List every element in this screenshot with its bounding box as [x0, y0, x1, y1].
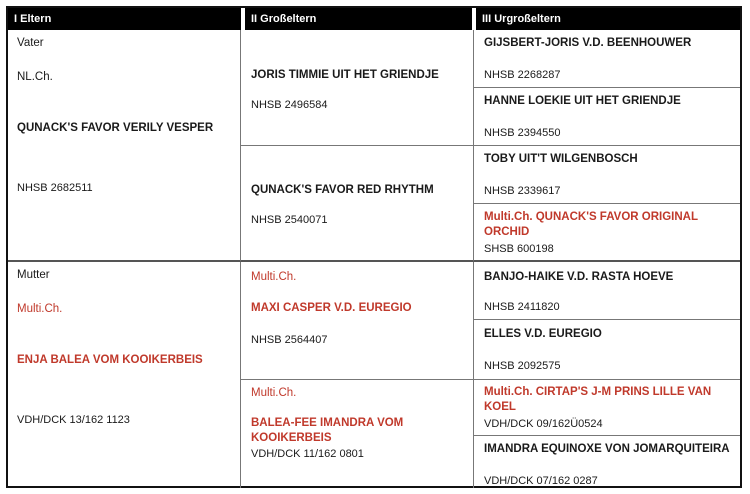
- grandparent-name: BALEA-FEE IMANDRA VOM KOOIKERBEIS: [251, 417, 404, 444]
- great-grandparent-reg: SHSB 600198: [484, 243, 554, 255]
- father-role: Vater: [17, 37, 44, 49]
- father-title: NL.Ch.: [17, 71, 53, 83]
- great-grandparent-name: BANJO-HAIKE V.D. RASTA HOEVE: [484, 271, 674, 283]
- great-grandparent-cell: [474, 88, 740, 146]
- mother-name: ENJA BALEA VOM KOOIKERBEIS: [17, 354, 203, 366]
- great-grandparent-reg: VDH/DCK 07/162 0287: [484, 475, 598, 487]
- grandparent-cell: [241, 30, 474, 146]
- grandparent-name: JORIS TIMMIE UIT HET GRIENDJE: [251, 69, 439, 81]
- mother-reg: VDH/DCK 13/162 1123: [17, 414, 130, 426]
- great-grandparent-cell: [474, 30, 740, 88]
- mother-role: Mutter: [17, 269, 50, 281]
- great-grandparent-name: Multi.Ch. CIRTAP'S J-M PRINS LILLE VAN KOEL: [484, 386, 712, 413]
- great-grandparent-cell: [474, 436, 740, 488]
- grandparent-reg: NHSB 2496584: [251, 99, 328, 111]
- great-grandparent-name: TOBY UIT'T WILGENBOSCH: [484, 153, 638, 165]
- great-grandparent-cell: [474, 204, 740, 262]
- grandparent-cell: [241, 380, 474, 488]
- great-grandparent-cell: [474, 380, 740, 436]
- grandparent-name: QUNACK'S FAVOR RED RHYTHM: [251, 184, 434, 196]
- father-reg: NHSB 2682511: [17, 182, 93, 194]
- father-cell: [8, 30, 241, 262]
- grandparent-name: MAXI CASPER V.D. EUREGIO: [251, 302, 412, 314]
- pedigree-table: [6, 6, 742, 488]
- great-grandparent-cell: [474, 262, 740, 320]
- mother-title: Multi.Ch.: [17, 303, 63, 315]
- great-grandparent-reg: NHSB 2268287: [484, 69, 561, 81]
- grandparent-cell: [241, 262, 474, 380]
- header-great-grandparents: III Urgroßeltern: [474, 8, 740, 30]
- great-grandparent-reg: NHSB 2394550: [484, 127, 561, 139]
- great-grandparent-reg: NHSB 2092575: [484, 360, 561, 372]
- header-grandparents: II Großeltern: [243, 8, 472, 30]
- great-grandparent-name: ELLES V.D. EUREGIO: [484, 328, 602, 340]
- great-grandparent-name: IMANDRA EQUINOXE VON JOMARQUITEIRA: [484, 443, 730, 455]
- great-grandparent-reg: VDH/DCK 09/162Ü0524: [484, 418, 603, 430]
- great-grandparent-name: HANNE LOEKIE UIT HET GRIENDJE: [484, 95, 681, 107]
- header-parents: I Eltern: [8, 8, 241, 30]
- grandparent-reg: VDH/DCK 11/162 0801: [251, 448, 364, 460]
- grandparent-reg: NHSB 2564407: [251, 334, 328, 346]
- father-name: QUNACK'S FAVOR VERILY VESPER: [17, 122, 214, 134]
- grandparent-reg: NHSB 2540071: [251, 214, 328, 226]
- grandparent-cell: [241, 146, 474, 262]
- great-grandparent-reg: NHSB 2339617: [484, 185, 561, 197]
- great-grandparent-name: Multi.Ch. QUNACK'S FAVOR ORIGINAL ORCHID: [484, 211, 698, 238]
- great-grandparent-cell: [474, 320, 740, 380]
- great-grandparent-reg: NHSB 2411820: [484, 301, 560, 313]
- great-grandparent-cell: [474, 146, 740, 204]
- grandparent-title: Multi.Ch.: [251, 271, 297, 283]
- great-grandparent-name: GIJSBERT-JORIS V.D. BEENHOUWER: [484, 37, 692, 49]
- mother-cell: [8, 262, 241, 488]
- grandparent-title: Multi.Ch.: [251, 387, 297, 399]
